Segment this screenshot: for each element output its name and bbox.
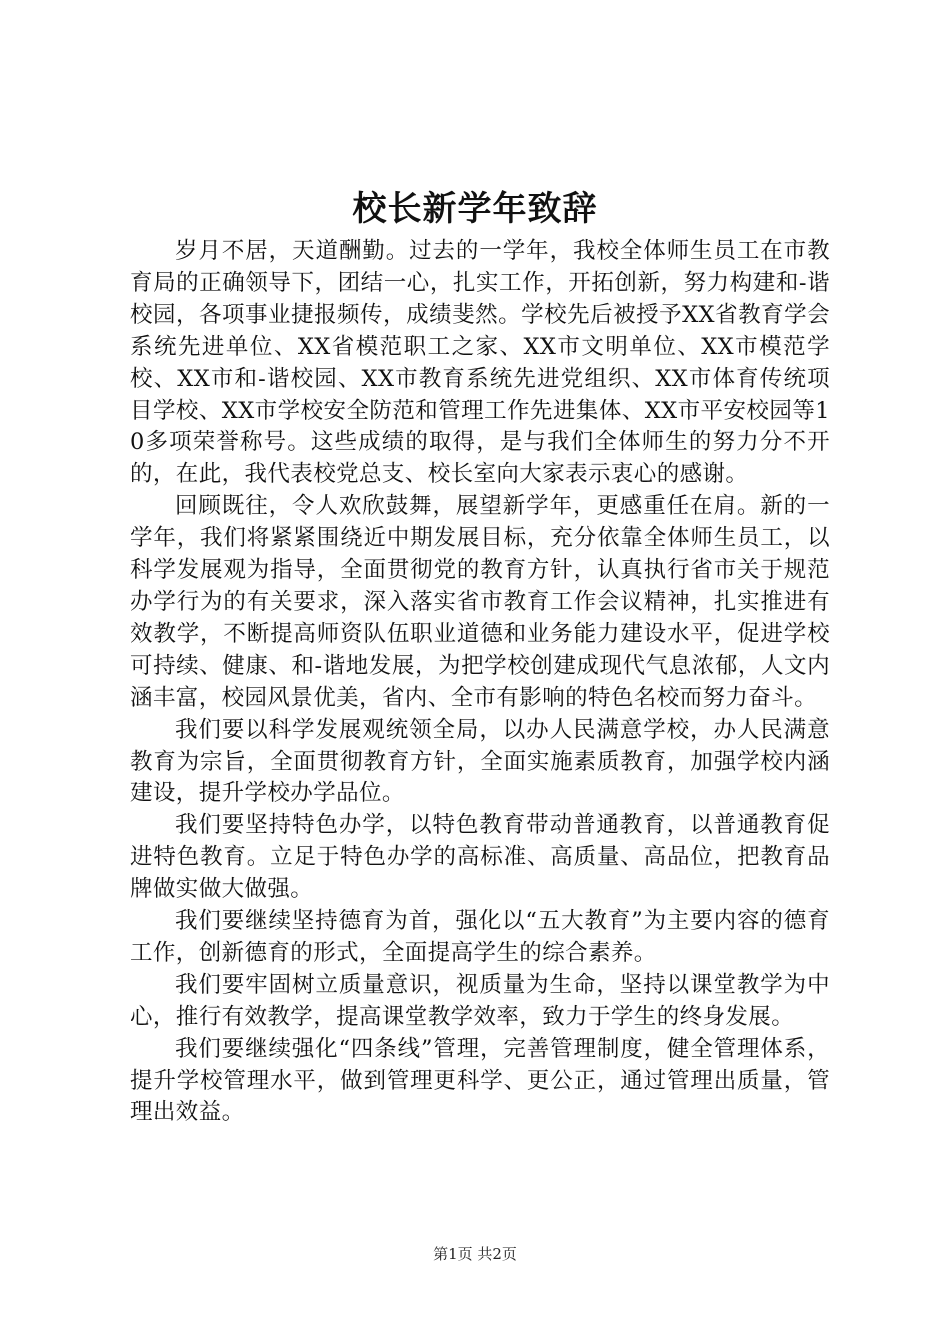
paragraph-5: 我们要继续坚持德育为首，强化以“五大教育”为主要内容的德育工作，创新德育的形式，全面提高学生的综合素养。 xyxy=(130,908,830,966)
paragraph-2: 回顾既往，令人欢欣鼓舞，展望新学年，更感重任在肩。新的一学年，我们将紧紧围绕近中期发展目标，充分依靠全体师生员工，以科学发展观为指导，全面贯彻党的教育方针，认真执行省市关于规范办学行为的有关要求，深入落实省市教育工作会议精神，扎实推进有效教学，不断提高师资队伍职业道德和业务能力建设水平，促进学校可持续、健康、和-谐地发展，为把学校创建成现代气息浓郁，人文内涵丰富，校园风景优美，省内、全市有影响的特色名校而努力奋斗。 xyxy=(130,493,830,711)
page-footer: 第1页 共2页 xyxy=(433,1245,517,1263)
paragraph-4: 我们要坚持特色办学，以特色教育带动普通教育，以普通教育促进特色教育。立足于特色办学的高标准、高质量、高品位，把教育品牌做实做大做强。 xyxy=(130,812,830,903)
paragraph-1: 岁月不居，天道酬勤。过去的一学年，我校全体师生员工在市教育局的正确领导下，团结一心，扎实工作，开拓创新，努力构建和-谐校园，各项事业捷报频传，成绩斐然。学校先后被授予XX省教育学会系统先进单位、XX省模范职工之家、XX市文明单位、XX市模范学校、XX市和-谐校园、XX市教育系统先进党组织、XX市体育传统项目学校、XX市学校安全防范和管理工作先进集体、XX市平安校园等10多项荣誉称号。这些成绩的取得，是与我们全体师生的努力分不开的，在此，我代表校党总支、校长室向大家表示衷心的感谢。 xyxy=(130,238,830,488)
paragraph-3: 我们要以科学发展观统领全局，以办人民满意学校，办人民满意教育为宗旨，全面贯彻教育方针，全面实施素质教育，加强学校内涵建设，提升学校办学品位。 xyxy=(130,716,830,807)
paragraph-7: 我们要继续强化“四条线”管理，完善管理制度，健全管理体系，提升学校管理水平，做到管理更科学、更公正，通过管理出质量，管理出效益。 xyxy=(130,1035,830,1126)
document-body xyxy=(130,236,830,1129)
paragraph-6: 我们要牢固树立质量意识，视质量为生命，坚持以课堂教学为中心，推行有效教学，提高课堂教学效率，致力于学生的终身发展。 xyxy=(130,971,830,1030)
document-title: 校长新学年致辞 xyxy=(352,189,598,229)
